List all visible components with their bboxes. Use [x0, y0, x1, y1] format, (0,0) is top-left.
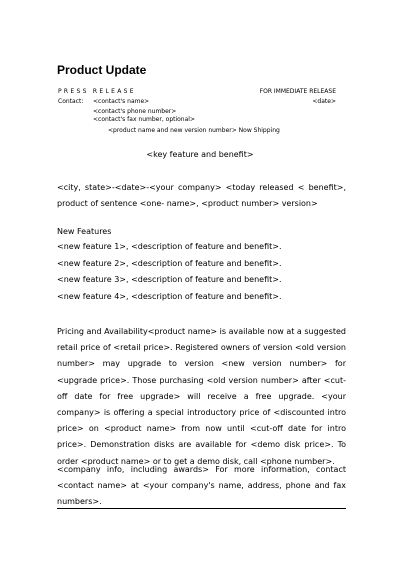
feature-item: <new feature 1>, <description of feature and benefit>. — [57, 242, 282, 251]
contact-phone: <contact's phone number> — [93, 108, 177, 115]
immediate-release-label: FOR IMMEDIATE RELEASE — [259, 88, 336, 95]
contact-fax: <contact's fax number, optional> — [93, 116, 195, 123]
feature-item: <new feature 4>, <description of feature and benefit>. — [57, 292, 282, 301]
intro-paragraph: <city, state>-<date>-<your company> <today released < benefit>, product of sentence <one- name>, <product number> version> — [57, 183, 346, 209]
feature-item: <new feature 3>, <description of feature and benefit>. — [57, 275, 282, 284]
release-date: <date> — [312, 98, 336, 105]
contact-name: <contact's name> — [93, 98, 150, 105]
bottom-rule — [57, 508, 346, 509]
new-features-heading: New Features — [57, 227, 112, 236]
document-title: Product Update — [57, 63, 147, 77]
feature-item: <new feature 2>, <description of feature and benefit>. — [57, 259, 282, 268]
key-feature: <key feature and benefit> — [146, 150, 254, 159]
company-paragraph: <company info, including awards> For more information, contact <contact name> at <your company's name, address, phone and fax numbers>. — [57, 465, 346, 507]
press-release-label: PRESS RELEASE — [58, 88, 136, 95]
pricing-paragraph: Pricing and Availability<product name> is available now at a suggested retail price of <retail price>. Registered owners of version <old version number> may upgrade to version <new version number> for <upgrade price>. Those purchasing <old version number> after <cut- off date for free upgrade> will receive a free upgrade. <your company> is offering a special introductory price of <discounted intro price> on <product name> from now until <cut-off date for intro price>. Demonstration disks are available for <demo disk price>. To order <product name> or to get a demo disk, call <phone number>. — [57, 327, 346, 466]
contact-label: Contact: — [58, 98, 84, 105]
headline: <product name and new version number> Now Shipping — [108, 127, 280, 134]
